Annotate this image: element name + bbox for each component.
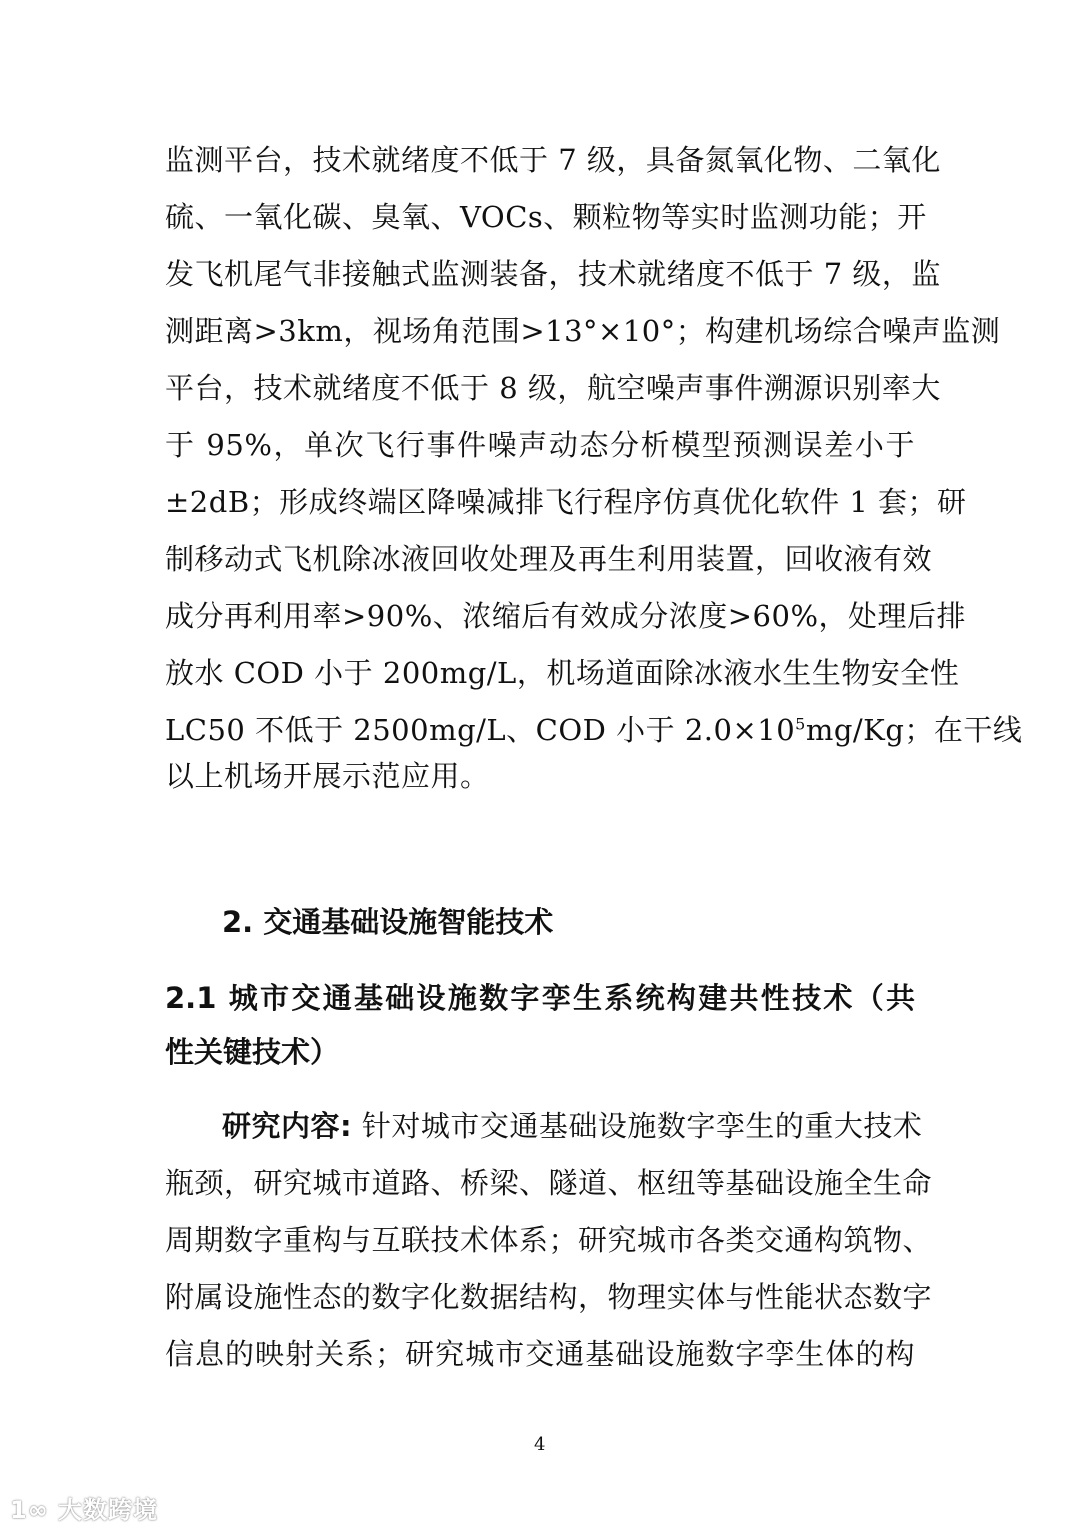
- watermark-logo: 1∞ 大数跨境: [10, 1496, 159, 1524]
- subsection-heading-line: 2.1 城市交通基础设施数字孪生系统构建共性技术（共: [165, 981, 915, 1015]
- superscript: 5: [795, 714, 806, 734]
- page-number: 4: [534, 1434, 546, 1455]
- text-line: 于 95%，单次飞行事件噪声动态分析模型预测误差小于: [165, 428, 915, 462]
- text-line: 发飞机尾气非接触式监测装备，技术就绪度不低于 7 级，监: [165, 257, 941, 291]
- text-segment: LC50 不低于 2500mg/L、COD 小于 2.0×10: [165, 713, 796, 747]
- text-line: 以上机场开展示范应用。: [165, 759, 490, 793]
- text-line: 放水 COD 小于 200mg/L，机场道面除冰液水生生物安全性: [165, 656, 960, 690]
- research-label: 研究内容:: [222, 1109, 353, 1143]
- text-segment: mg/Kg；在干线: [805, 713, 1023, 747]
- text-line: ±2dB；形成终端区降噪减排飞行程序仿真优化软件 1 套；研: [165, 485, 967, 519]
- text-line: 硫、一氧化碳、臭氧、VOCs、颗粒物等实时监测功能；开: [165, 200, 927, 234]
- subsection-heading-line: 性关键技术）: [165, 1035, 340, 1069]
- text-line: 信息的映射关系；研究城市交通基础设施数字孪生体的构: [165, 1337, 915, 1371]
- text-line: 瓶颈，研究城市道路、桥梁、隧道、枢纽等基础设施全生命: [165, 1166, 933, 1200]
- text-line: 监测平台，技术就绪度不低于 7 级，具备氮氧化物、二氧化: [165, 143, 941, 177]
- text-line: [165, 712, 1023, 748]
- text-line: 周期数字重构与互联技术体系；研究城市各类交通构筑物、: [165, 1223, 933, 1257]
- text-line: 附属设施性态的数字化数据结构，物理实体与性能状态数字: [165, 1280, 933, 1314]
- text-line: 成分再利用率>90%、浓缩后有效成分浓度>60%，处理后排: [165, 599, 967, 633]
- section-heading: 2. 交通基础设施智能技术: [222, 905, 554, 939]
- text-line: [222, 1108, 923, 1144]
- text-line: 平台，技术就绪度不低于 8 级，航空噪声事件溯源识别率大: [165, 371, 941, 405]
- text-line: 制移动式飞机除冰液回收处理及再生利用装置，回收液有效: [165, 542, 933, 576]
- text-segment: 针对城市交通基础设施数字孪生的重大技术: [352, 1109, 923, 1143]
- text-line: 测距离>3km，视场角范围>13°×10°；构建机场综合噪声监测: [165, 314, 1001, 348]
